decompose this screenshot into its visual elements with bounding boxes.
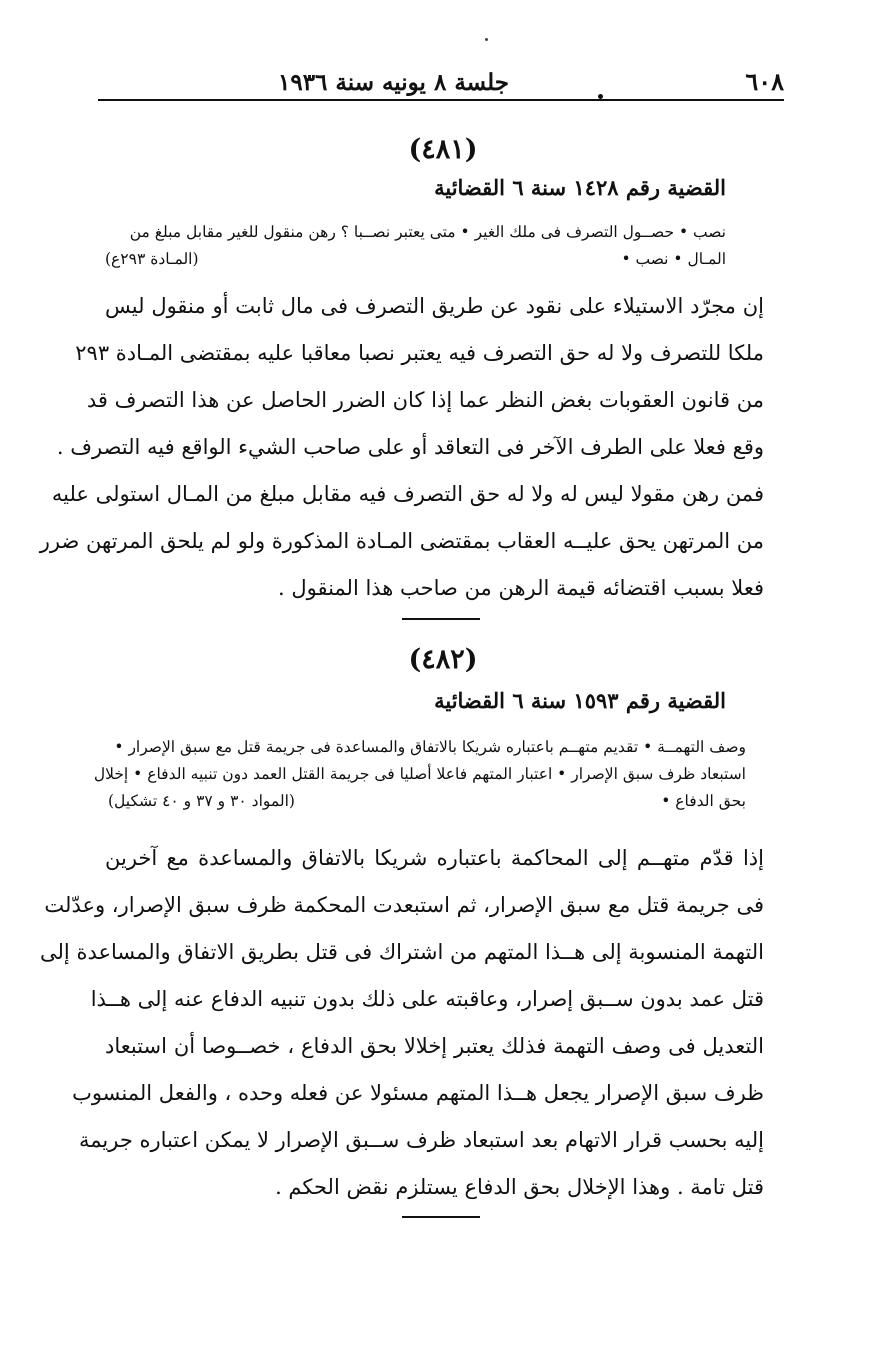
case-reference: القضية رقم ١٤٢٨ سنة ٦ القضائية <box>434 175 726 200</box>
case-number: (٤٨١) <box>408 134 478 165</box>
legal-principle <box>39 283 764 612</box>
section-divider <box>402 618 480 620</box>
principle-line: فعلا بسبب اقتضائه قيمة الرهن من صاحب هذا المنقول . <box>277 576 764 600</box>
principle-line: إن مجرّد الاستيلاء على نقود عن طريق التصرف فى مال ثابت أو منقول ليس <box>105 294 764 318</box>
case-keywords <box>105 219 726 273</box>
principle-line: من المرتهن يحق عليــه العقاب بمقتضى المـادة المذكورة ولو لم يلحق المرتهن ضرر <box>39 529 764 553</box>
keyword-line-text: بحق الدفاع • <box>661 792 746 810</box>
principle-line: من قانون العقوبات بغض النظر عما إذا كان الضرر الحاصل عن هذا التصرف قد <box>86 388 764 412</box>
keyword-line-text: المـال • نصب • <box>621 250 726 268</box>
legal-principle <box>40 835 764 1211</box>
page-number: ٦٠٨ <box>745 67 784 96</box>
case-keywords <box>93 734 746 815</box>
principle-line: فى جريمة قتل مع سبق الإصرار، ثم استبعدت المحكمة ظرف سبق الإصرار، وعدّلت <box>44 893 764 917</box>
keyword-line: نصب • حصــول التصرف فى ملك الغير • متى يعتبر نصــبا ؟ رهن منقول للغير مقابل مبلغ من <box>129 223 726 241</box>
section-divider <box>402 1216 480 1218</box>
principle-line: إذا قدّم متهــم إلى المحاكمة باعتباره شريكا بالاتفاق والمساعدة مع آخرين <box>105 846 764 870</box>
principle-line: التهمة المنسوبة إلى هــذا المتهم من اشتراك فى قتل بطريق الاتفاق والمساعدة إلى <box>40 940 764 964</box>
principle-line: ظرف سبق الإصرار يجعل هــذا المتهم مسئولا عن فعله وحده ، والفعل المنسوب <box>72 1081 764 1105</box>
keyword-line <box>105 246 726 273</box>
principle-line: فمن رهن مقولا ليس له ولا له حق التصرف فيه مقابل مبلغ من المـال استولى عليه <box>51 482 764 506</box>
principle-line: التعديل فى وصف التهمة فذلك يعتبر إخلالا بحق الدفاع ، خصــوصا أن استبعاد <box>105 1034 764 1058</box>
principle-line: ملكا للتصرف ولا له حق التصرف فيه يعتبر نصبا معاقبا عليه بمقتضى المـادة ٢٩٣ <box>75 341 764 365</box>
keyword-line: استبعاد ظرف سبق الإصرار • اعتبار المتهم فاعلا أصليا فى جريمة القتل العمد دون تنبيه الدفاع • إخلال <box>93 765 746 783</box>
page-header <box>98 58 784 96</box>
principle-line: إليه بحسب قرار الاتهام بعد استبعاد ظرف ســبق الإصرار لا يمكن اعتباره جريمة <box>79 1128 764 1152</box>
keyword-line <box>108 788 746 815</box>
article-reference: (المـادة ٢٩٣ع) <box>105 250 199 268</box>
principle-line: وقع فعلا على الطرف الآخر فى التعاقد أو على صاحب الشيء الواقع فيه التصرف . <box>56 435 764 459</box>
case-number: (٤٨٢) <box>408 644 478 675</box>
printing-mark <box>485 38 488 41</box>
case-reference: القضية رقم ١٥٩٣ سنة ٦ القضائية <box>434 688 726 713</box>
article-reference: (المواد ٣٠ و ٣٧ و ٤٠ تشكيل) <box>108 792 295 810</box>
printing-mark <box>598 94 603 99</box>
session-date: جلسة ٨ يونيه سنة ١٩٣٦ <box>278 69 510 96</box>
header-rule <box>98 99 784 101</box>
principle-line: قتل تامة . وهذا الإخلال بحق الدفاع يستلزم نقض الحكم . <box>275 1175 764 1199</box>
principle-line: قتل عمد بدون ســبق إصرار، وعاقبته على ذلك بدون تنبيه الدفاع عنه إلى هــذا <box>90 987 764 1011</box>
keyword-line: وصف التهمــة • تقديم متهــم باعتباره شريكا بالاتفاق والمساعدة فى جريمة قتل مع سبق الإصرار • <box>114 738 746 756</box>
